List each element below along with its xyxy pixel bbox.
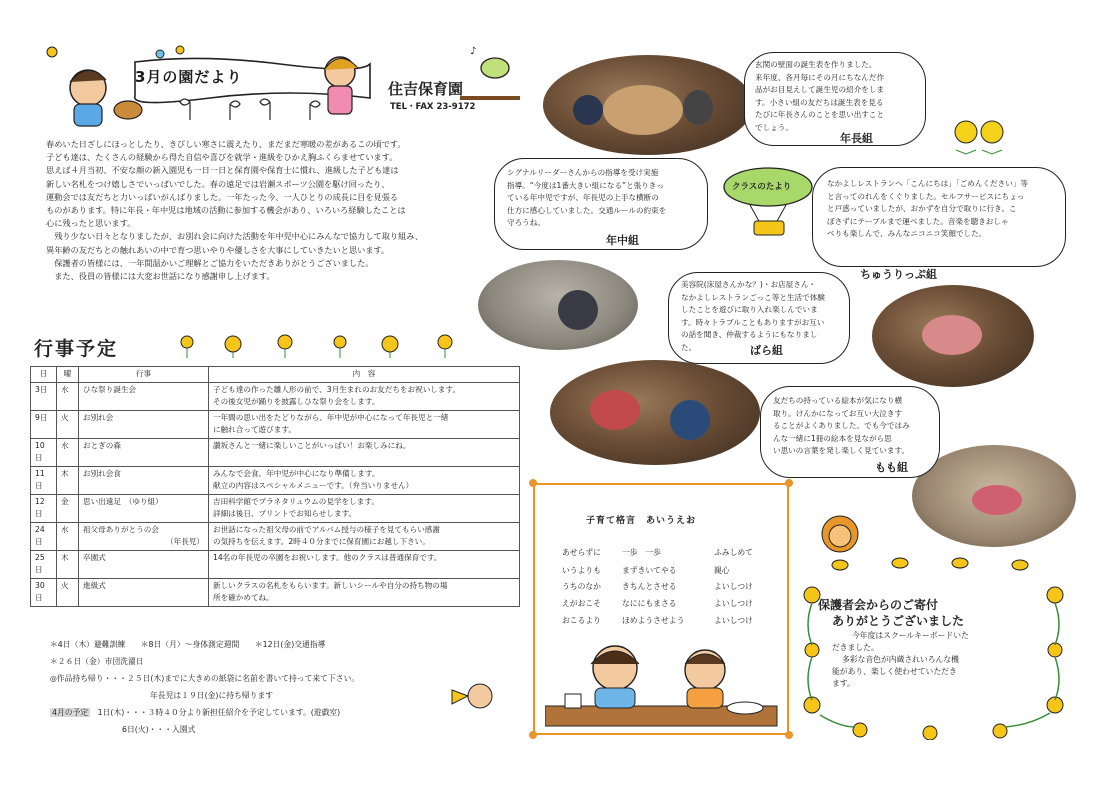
note-line: ＊２６日（金）市団洗濯日 xyxy=(50,657,144,666)
bubble-line: んな一緒に1冊の絵本を見ながら思 xyxy=(773,433,892,443)
label-chuurippu: ちゅうりっぷ組 xyxy=(860,268,937,281)
intro-line: また、役員の皆様には大変お世話になり感謝申し上げます。 xyxy=(46,271,275,282)
school-name: 住吉保育園 xyxy=(388,80,464,98)
bubble-momo xyxy=(760,386,940,478)
svg-text:♪: ♪ xyxy=(470,46,477,57)
intro-line: 春めいた日ざしにほっとしたり、きびしい寒さに震えたり、まだまだ寒暖の差があるこの頃です。 xyxy=(46,139,406,149)
cell-day: 30日 xyxy=(31,578,57,606)
intro-line: 心に残ったと思います。 xyxy=(46,218,136,229)
proverb-row: あせらずに 一歩 一歩 ふみしめて xyxy=(562,548,753,557)
cell-event: お別れ会 xyxy=(79,410,209,438)
cell-day: 24日 xyxy=(31,522,57,550)
intro-line: 残り少ない日々となりましたが、お別れ会に向けた活動を年中児中心にみんなで協力して取り組み、 xyxy=(46,231,424,242)
label-nenchu: 年中組 xyxy=(606,234,639,247)
label-momo: もも組 xyxy=(875,461,908,474)
bubble-line: 指導。“今度は1番大きい組になる”と張りきっ xyxy=(507,180,664,190)
cell-detail xyxy=(209,578,520,606)
detail-line: 讃坂さんと一緒に楽しいことがいっぱい！お楽しみにね。 xyxy=(213,440,411,450)
cell-day: 3日 xyxy=(31,382,57,410)
cell-day: 10日 xyxy=(31,438,57,466)
class-news-balloon xyxy=(720,165,820,240)
table-row xyxy=(31,466,520,494)
cell-day: 11日 xyxy=(31,466,57,494)
intro-line: 異年齢の友だちとの触れあいの中で育つ思いやりや優しさを大事にしていきたいと思います。 xyxy=(46,244,390,255)
table-row xyxy=(31,410,520,438)
bubble-nencho xyxy=(744,52,926,146)
bubble-line: と戸惑っていましたが、おかずを自分で取りに行き、こ xyxy=(827,204,1017,213)
note-line: ◎作品持ち帰り・・・２５日(木)までに大きめの紙袋に名前を書いて持って来て下さい。 xyxy=(50,674,360,683)
cell-dow: 水 xyxy=(57,522,79,550)
bubble-line: でしょう。 xyxy=(755,122,793,132)
bubble-line: 守ろうね。 xyxy=(507,218,545,227)
note-line: ＊4日（木）避難訓練 ＊8日（月）～身体測定週間 ＊12日(金)交通指導 xyxy=(50,640,326,649)
bubble-line: 品がお目見えして誕生児の紹介をしま xyxy=(755,85,885,94)
trumpet-kid-illustration xyxy=(448,676,498,720)
detail-line: 一年間の思い出をたどりながら、年中児が中心になって年長児と一緒 xyxy=(213,412,449,422)
cell-dow: 木 xyxy=(57,550,79,578)
bubble-line: たびに年長さんのことを思い出すこと xyxy=(755,110,885,119)
tea-kids-illustration xyxy=(545,640,780,734)
label-nencho: 年長組 xyxy=(840,132,873,145)
flower-row-decoration xyxy=(175,330,475,360)
detail-line: の気持ちを伝えます。2時４０分までに保育園にお越し下さい。 xyxy=(213,537,430,546)
photo-bara xyxy=(550,360,760,465)
bubble-line: 来年度、各月毎にその月にちなんだ作 xyxy=(755,72,885,82)
bubble-line: 取り。けんかになってお互い大泣きす xyxy=(773,408,903,418)
cell-event: 思い出遠足 （ゆり組） xyxy=(79,494,209,522)
col-header: 行事 xyxy=(79,367,209,383)
donation-line: 今年度はスクールキーボードいた xyxy=(852,631,969,640)
lion-mascot xyxy=(818,512,862,560)
detail-line: 新しいクラスの名札をもらいます。新しいシールや自分の持ち物の場 xyxy=(213,580,448,590)
bubble-line: なかよしレストランへ「こんにちは」「ごめんください」等 xyxy=(827,179,1028,188)
donation-title: 保護者会からのご寄付 xyxy=(818,598,939,612)
detail-line: 14名の年長児の卒園をお祝いします。他のクラスは普通保育です。 xyxy=(213,552,442,562)
tel-fax: TEL・FAX 23-9172 xyxy=(390,102,476,112)
cell-event: 卒園式 xyxy=(79,550,209,578)
april-label: 4月の予定 xyxy=(52,708,89,717)
bubble-line: ることがよくありました。でも今ではみ xyxy=(773,421,910,430)
event-line: （年長児） xyxy=(166,537,204,546)
cell-detail xyxy=(209,382,520,410)
intro-text xyxy=(46,138,494,283)
donation-subtitle: ありがとうございました xyxy=(832,614,965,628)
table-row xyxy=(31,494,520,522)
donation-line: だきました。 xyxy=(832,643,879,652)
detail-line: 献立の内容はスペシャルメニューです。（弁当いりません） xyxy=(213,481,414,490)
bubble-line: す。時々トラブルこともありますがお互い xyxy=(681,317,825,327)
intro-line: 保護者の皆様には、一年間温かいご理解とご協力をいただきありがとうございました。 xyxy=(46,257,374,268)
donation-line: 能があり、楽しく使わせていただき xyxy=(832,667,957,676)
cell-dow: 水 xyxy=(57,382,79,410)
photo-nencho xyxy=(543,55,753,155)
april-line: 6日(火)・・・入園式 xyxy=(122,725,196,734)
parenting-title: 子育て格言 あいうえお xyxy=(586,516,697,526)
cell-event: 進級式 xyxy=(79,578,209,606)
cell-detail xyxy=(209,550,520,578)
intro-line: 子ども達は、たくさんの経験から得た自信や喜びを就学・進級をひかえ胸ふくらませています。 xyxy=(46,152,398,163)
bubble-line: なかよしレストランごっこ等と生活で体験 xyxy=(681,292,825,302)
table-row xyxy=(31,382,520,410)
bubble-line: 仕方に感心していました。交通ルールの約束を xyxy=(507,205,667,215)
schedule-title: 行事予定 xyxy=(34,338,119,360)
bubble-line: す。小さい組の友だちは誕生表を見る xyxy=(755,97,884,107)
donation-line: 多彩な音色が内蔵されいろんな機 xyxy=(842,655,959,664)
detail-line: 詳細は後日、プリントでお知らせします。 xyxy=(213,509,357,518)
cell-detail xyxy=(209,438,520,466)
bubble-line: べりも楽しんで、みんなニコニコ笑顔でした。 xyxy=(827,229,987,238)
col-header: 内 容 xyxy=(209,367,520,383)
bubble-line: ぼさずにテーブルまで運べました。音楽を聴きおしゃ xyxy=(827,216,1009,226)
detail-line: みんなで会食。年中児が中心になり準備します。 xyxy=(213,468,380,478)
col-header: 日 xyxy=(31,367,57,383)
cell-dow: 火 xyxy=(57,578,79,606)
cell-detail xyxy=(209,410,520,438)
photo-chuurippu xyxy=(872,285,1034,387)
cell-dow: 木 xyxy=(57,466,79,494)
cell-detail xyxy=(209,494,520,522)
bubble-line: 美容院(床屋さんかな？)・お店屋さん・ xyxy=(681,280,817,289)
detail-line: その後女児が踊りを披露しひな祭り会をします。 xyxy=(213,397,380,406)
donation-line: ます。 xyxy=(832,679,855,688)
chicks-illustration xyxy=(950,110,1010,164)
schedule-header-row xyxy=(31,367,520,383)
cell-event: おとぎの森 xyxy=(79,438,209,466)
proverb-row: いうよりも まずきいてやる 親心 xyxy=(562,566,730,575)
bubble-line: 玄関の壁面の誕生表を作りました。 xyxy=(755,60,877,69)
cell-event: ひな祭り誕生会 xyxy=(79,382,209,410)
photo-nenchu xyxy=(478,260,638,350)
bubble-line: い思いの言葉を発し楽しく見ています。 xyxy=(773,446,910,455)
col-header: 曜 xyxy=(57,367,79,383)
intro-line: ものがあります。特に年長・年中児は地域の活動に参加する機会があり、いろいろ経験したことは xyxy=(46,205,406,216)
table-row xyxy=(31,438,520,466)
event-line: 祖父母ありがとうの会 xyxy=(83,524,159,534)
bubble-chuurippu xyxy=(812,167,1066,267)
bubble-line: シグナルリーダーさんからの指導を受け実施 xyxy=(507,168,659,177)
table-row xyxy=(31,578,520,606)
label-bara: ばら組 xyxy=(750,344,783,357)
bubble-nenchu xyxy=(494,158,708,250)
bubble-line: したことを遊びに取り入れ楽しんでいま xyxy=(681,305,818,314)
cell-detail xyxy=(209,466,520,494)
donation-body xyxy=(832,630,1032,690)
table-row xyxy=(31,522,520,550)
cell-dow: 金 xyxy=(57,494,79,522)
schedule-table xyxy=(30,366,520,607)
cell-dow: 火 xyxy=(57,410,79,438)
detail-line: に触れ合って遊びます。 xyxy=(213,425,296,434)
intro-line: 運動会では友だちと力いっぱいがんばりました。一年たった今、一人ひとりの成長に目を見張る xyxy=(46,191,399,202)
detail-line: 所を確かめてね。 xyxy=(213,593,274,602)
note-line: 年長児は１９日(金)に持ち帰ります xyxy=(150,691,274,700)
cell-detail xyxy=(209,522,520,550)
detail-line: 吉田科学館でプラネタリュウムの見学をします。 xyxy=(213,496,379,506)
table-row xyxy=(31,550,520,578)
cell-dow: 水 xyxy=(57,438,79,466)
proverb-row: うちのなか きちんとさせる よいしつけ xyxy=(562,582,753,591)
april-item: 1日(木)・・・３時４０分より新担任紹介を予定しています。(遊戯室) xyxy=(97,708,341,717)
proverb-row: えがおこそ なににもまさる よいしつけ xyxy=(562,599,753,608)
bubble-line: の話を聞き、仲裁するようにもなりまし xyxy=(681,330,818,339)
bubble-line: と言ってのれんをくぐりました。セルフサービスにちょっ xyxy=(827,191,1025,201)
bubble-line: 友だちの持っている絵本が気になり横 xyxy=(773,396,903,405)
cell-day: 25日 xyxy=(31,550,57,578)
cell-day: 12日 xyxy=(31,494,57,522)
cell-event xyxy=(79,522,209,550)
detail-line: 子ども達の作った雛人形の前で、3月生まれのお友だちをお祝いします。 xyxy=(213,384,461,394)
cell-day: 9日 xyxy=(31,410,57,438)
cell-event: お別れ会食 xyxy=(79,466,209,494)
proverb-row: おこるより ほめようさせよう よいしつけ xyxy=(562,616,753,625)
detail-line: お世話になった祖父母の前でアルバム授与の様子を見てもらい感謝 xyxy=(213,524,440,534)
bubble-line: ている年中児ですが、年長児の上手な横断の xyxy=(507,193,659,202)
intro-line: 新しい名札をつけ嬉しさでいっぱいでした。春の遠足では岩瀬スポーツ公園を駆け回ったり、 xyxy=(46,178,390,189)
bubble-line: た。 xyxy=(681,342,697,352)
intro-line: 思えば４月当初、不安な顔の新入園児も一日一日と保育園や保育士に慣れ、進級した子ども達は xyxy=(46,165,399,176)
class-news-title: クラスのたより xyxy=(732,182,792,192)
newsletter-title: 3月の園だより xyxy=(135,68,243,86)
